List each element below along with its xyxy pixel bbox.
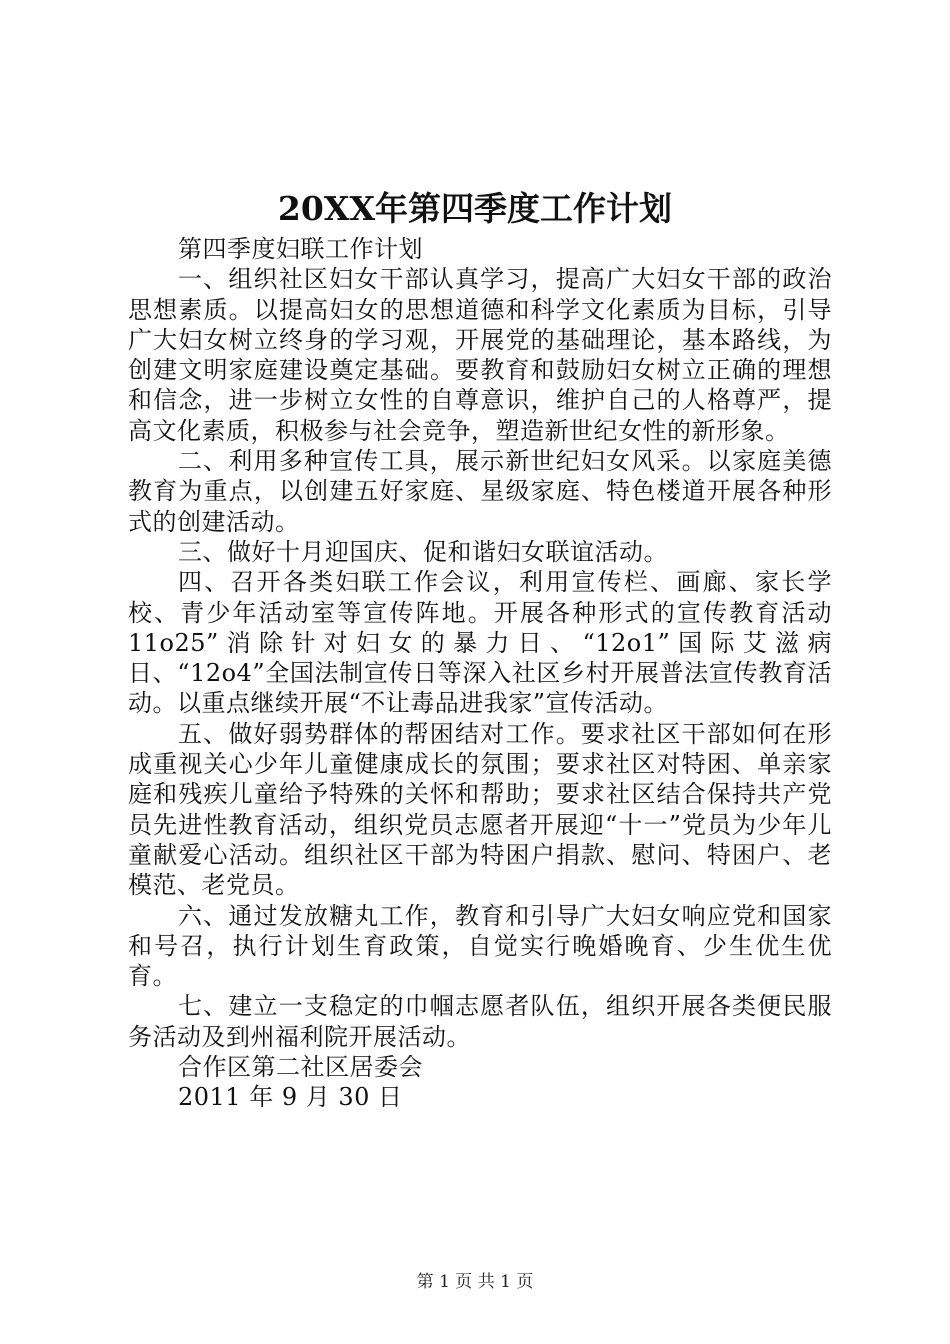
paragraph-item-3: 三、做好十月迎国庆、促和谐妇女联谊活动。 [178,537,668,566]
paragraph-item-4: 四、召开各类妇联工作会议，利用宣传栏、画廊、家长学校、青少年活动室等宣传阵地。开展各种形式的宣传教育活动11o25”消除针对妇女的暴力日、“12o1”国际艾滋病日、“12o4”全国法制宣传日等深入社区乡村开展普法宣传教育活动。以重点继续开展“不让毒品进我家”宣传活动。 [128,568,832,718]
signature-date: 2011 年 9 月 30 日 [178,1083,403,1112]
paragraph-subtitle: 第四季度妇联工作计划 [178,235,423,263]
document-body [128,234,832,1113]
document-title: 20XX年第四季度工作计划 [277,189,673,228]
paragraph-item-6: 六、通过发放糖丸工作，教育和引导广大妇女响应党和国家和号召，执行计划生育政策，自觉实行晚婚晚育、少生优生优育。 [128,901,832,991]
page-footer: 第 1 页 共 1 页 [416,1272,534,1292]
paragraph-item-2: 二、利用多种宣传工具，展示新世纪妇女风采。以家庭美德教育为重点，以创建五好家庭、星级家庭、特色楼道开展各种形式的创建活动。 [128,447,832,536]
paragraph-item-7: 七、建立一支稳定的巾帼志愿者队伍，组织开展各类便民服务活动及到州福利院开展活动。 [128,992,832,1051]
paragraph-item-1: 一、组织社区妇女干部认真学习，提高广大妇女干部的政治思想素质。以提高妇女的思想道德和科学文化素质为目标，引导广大妇女树立终身的学习观，开展党的基础理论，基本路线，为创建文明家庭建设奠定基础。要教育和鼓励妇女树立正确的理想和信念，进一步树立女性的自尊意识，维护自己的人格尊严，提高文化素质，积极参与社会竞争，塑造新世纪女性的新形象。 [128,265,832,445]
paragraph-item-5: 五、做好弱势群体的帮困结对工作。要求社区干部如何在形成重视关心少年儿童健康成长的氛围；要求社区对特困、单亲家庭和残疾儿童给予特殊的关怀和帮助；要求社区结合保持共产党员先进性教育活动，组织党员志愿者开展迎“十一”党员为少年儿童献爱心活动。组织社区干部为特困户捐款、慰问、特困户、老模范、老党员。 [128,719,832,900]
signature-organization: 合作区第二社区居委会 [178,1053,423,1082]
